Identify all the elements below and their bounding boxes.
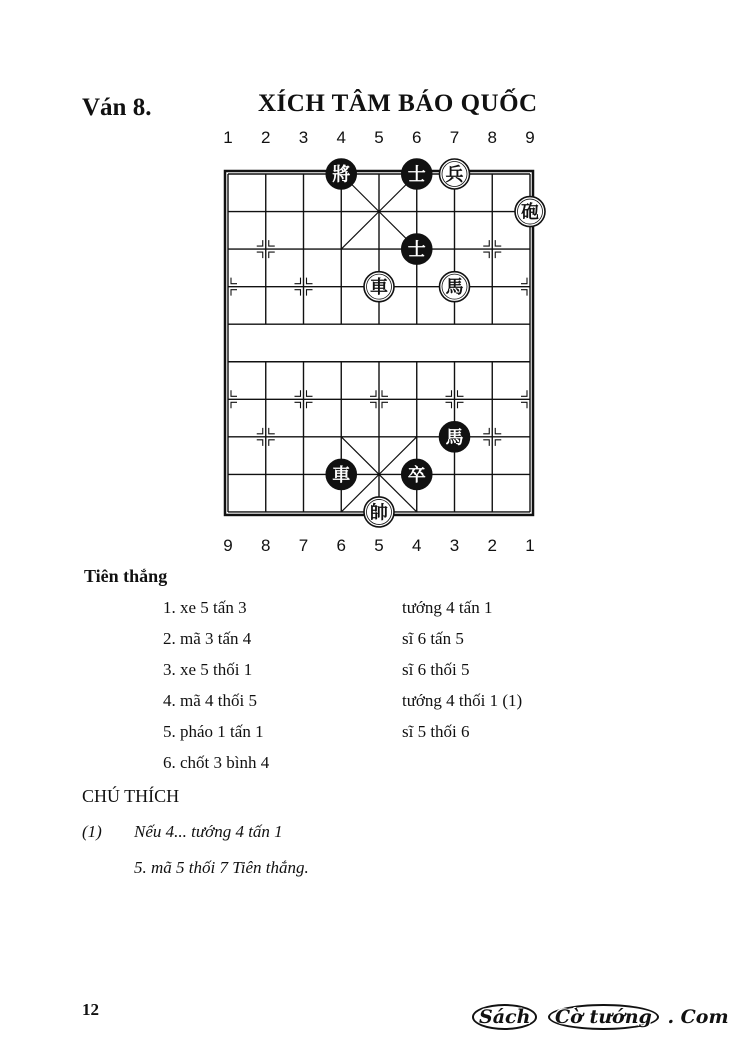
piece-red-chariot [364,272,394,302]
top-file-number: 4 [336,128,346,147]
piece-glyph: 兵 [445,164,464,186]
bottom-file-number: 5 [374,536,384,555]
piece-red-soldier-a [440,159,470,189]
position-marker [495,428,501,434]
result-label: Tiên thắng [84,566,168,586]
position-marker [231,390,237,396]
piece-black-advisor-b [402,234,432,264]
piece-glyph: 車 [370,277,388,299]
piece-red-horse [440,272,470,302]
move-black-3: sĩ 6 thối 5 [402,660,470,679]
piece-glyph: 卒 [407,464,426,486]
position-marker [521,290,527,296]
position-marker [295,402,301,408]
position-marker [231,290,237,296]
move-red-4: 4. mã 4 thối 5 [163,691,257,710]
move-black-1: tướng 4 tấn 1 [402,598,493,617]
position-marker [458,390,464,396]
move-red-5: 5. pháo 1 tấn 1 [163,722,264,741]
top-file-number: 1 [223,128,233,147]
position-marker [382,390,388,396]
page-number: 12 [82,1000,99,1019]
position-marker [495,440,501,446]
position-marker [307,278,313,284]
position-marker [295,290,301,296]
position-marker [307,390,313,396]
bottom-file-number: 8 [261,536,271,555]
note-line-1: Nếu 4... tướng 4 tấn 1 [134,822,283,841]
site-watermark-logo [470,1004,729,1030]
move-black-2: sĩ 6 tấn 5 [402,629,464,648]
move-red-6: 6. chốt 3 bình 4 [163,753,270,772]
piece-red-cannon [515,197,545,227]
position-marker [257,440,263,446]
position-marker [307,290,313,296]
black-move-list [402,592,522,747]
board-pieces [326,159,545,527]
position-marker [483,440,489,446]
notes-heading: CHÚ THÍCH [82,786,180,806]
watermark-word-1: Sách [472,1004,537,1030]
top-file-number: 6 [412,128,422,147]
move-black-4: tướng 4 thối 1 (1) [402,691,523,710]
move-red-2: 2. mã 3 tấn 4 [163,629,252,648]
piece-black-general [326,159,356,189]
position-marker [521,402,527,408]
piece-glyph: 車 [332,464,351,486]
piece-glyph: 士 [407,239,426,261]
position-marker [295,278,301,284]
bottom-file-number: 2 [487,536,497,555]
position-marker [446,402,452,408]
position-marker [257,252,263,258]
game-title: XÍCH TÂM BÁO QUỐC [258,90,538,117]
position-marker [446,390,452,396]
position-marker [257,428,263,434]
bottom-file-number: 4 [412,536,422,555]
game-number: Ván 8. [82,94,152,121]
piece-glyph: 馬 [445,277,464,299]
position-marker [370,402,376,408]
watermark-word-3: . Com [667,1006,729,1028]
position-marker [231,278,237,284]
red-move-list [163,592,269,778]
piece-glyph: 帥 [370,502,388,524]
position-marker [307,402,313,408]
position-marker [257,240,263,246]
position-marker [483,240,489,246]
piece-glyph: 將 [332,164,351,186]
position-marker [382,402,388,408]
position-marker [295,390,301,396]
piece-black-advisor-a [402,159,432,189]
position-marker [483,252,489,258]
move-red-1: 1. xe 5 tấn 3 [163,598,247,617]
top-file-number: 2 [261,128,271,147]
bottom-file-number: 1 [525,536,535,555]
position-marker [231,402,237,408]
piece-black-chariot [326,459,356,489]
position-marker [495,252,501,258]
piece-black-horse [440,422,470,452]
position-marker [269,428,275,434]
board-grid [225,171,533,515]
bottom-file-number: 7 [298,536,309,555]
piece-black-soldier [402,459,432,489]
piece-glyph: 馬 [445,427,464,449]
position-marker [269,240,275,246]
position-marker [483,428,489,434]
watermark-word-2: Cờ tướng [548,1004,659,1030]
piece-glyph: 砲 [521,202,539,224]
bottom-file-number: 6 [336,536,346,555]
top-file-number: 3 [298,128,309,147]
position-marker [269,252,275,258]
position-marker [521,278,527,284]
note-line-2: 5. mã 5 thối 7 Tiên thắng. [134,858,309,877]
bottom-file-number: 3 [449,536,460,555]
top-file-number: 5 [374,128,384,147]
bottom-file-number: 9 [223,536,233,555]
top-file-number: 9 [525,128,535,147]
piece-glyph: 士 [407,164,426,186]
position-marker [269,440,275,446]
move-black-5: sĩ 5 thối 6 [402,722,470,741]
note-number: (1) [82,822,102,841]
position-marker [521,390,527,396]
top-file-number: 7 [449,128,460,147]
position-marker [458,402,464,408]
position-marker [370,390,376,396]
piece-red-general [364,497,394,527]
top-file-number: 8 [487,128,497,147]
position-marker [495,240,501,246]
move-red-3: 3. xe 5 thối 1 [163,660,253,679]
